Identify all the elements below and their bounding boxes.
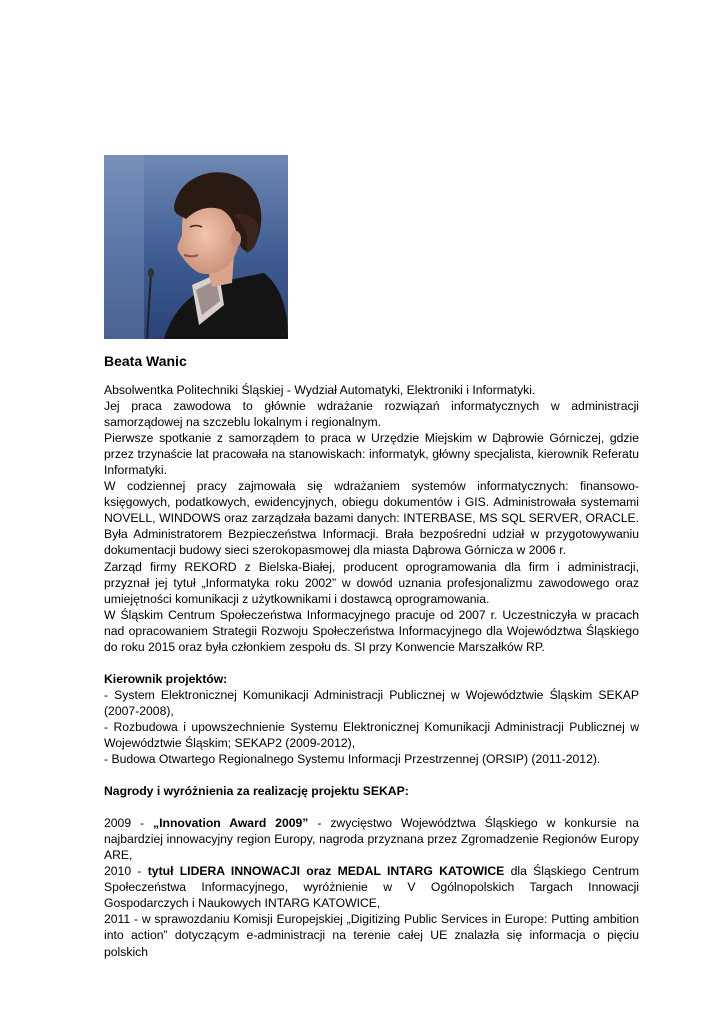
project-item: - Budowa Otwartego Regionalnego Systemu Informacji Przestrzennej (ORSIP) (2011-2012). — [104, 752, 601, 767]
person-name: Beata Wanic — [104, 353, 187, 369]
bio-paragraph: Pierwsze spotkanie z samorządem to praca w Urzędzie Miejskim w Dąbrowie Górniczej, gdzie przez trzynaście lat pracowała na stanowiskach: informatyk, główny specjalista, kierownik Referatu Informatyki. — [104, 431, 639, 478]
awards-heading: Nagrody i wyróżnienia za realizację projektu SEKAP: — [104, 784, 409, 799]
bio-paragraph: Jej praca zawodowa to głównie wdrażanie rozwiązań informatycznych w administracji samorządowej na szczeblu lokalnym i regionalnym. — [104, 399, 639, 430]
bio-paragraph: Absolwentka Politechniki Śląskiej - Wydział Automatyki, Elektroniki i Informatyki. — [104, 383, 536, 397]
award-2010-year: 2010 - — [104, 864, 148, 879]
project-item: - Rozbudowa i upowszechnienie Systemu Elektronicznej Komunikacji Administracji Publicznej w Województwie Śląskim; SEKAP2 (2009-2012), — [104, 719, 639, 750]
award-2011: 2011 - w sprawozdaniu Komisji Europejskiej „Digitizing Public Services in Europe: Putting ambition into action” dotyczącym e-administracji na terenie całej UE znalazła się informacja o pięciu polskich — [104, 912, 639, 959]
award-2010-desc: dla Śląskiego Centrum Społeczeństwa Informacyjnego, wyróżnienie w V Ogólnopolskich Targach Innowacji Gospodarczych i Naukowych INTARG KATOWICE, — [104, 864, 639, 911]
portrait-photo — [104, 155, 288, 339]
award-2009 — [104, 815, 639, 863]
spacer — [104, 767, 639, 783]
spacer — [104, 655, 639, 671]
bio-paragraph: Zarząd firmy REKORD z Bielska-Białej, producent oprogramowania dla firm i administracji, przyznał jej tytuł „Informatyka roku 2002” w dowód uznania profesjonalizmu zawodowego oraz umiejętności komunikacji z użytkownikami i dostawcą oprogramowania. — [104, 559, 639, 606]
spacer — [104, 799, 639, 815]
project-item: - System Elektronicznej Komunikacji Administracji Publicznej w Województwie Śląskim SEKAP (2007-2008), — [104, 687, 639, 718]
projects-heading: Kierownik projektów: — [104, 671, 228, 686]
bio-paragraph: W Śląskim Centrum Społeczeństwa Informacyjnego pracuje od 2007 r. Uczestniczyła w pracach nad opracowaniem Strategii Rozwoju Społeczeństwa Informacyjnego dla Województwa Śląskiego do roku 2015 oraz była członkiem zespołu ds. SI przy Konwencie Marszałków RP. — [104, 607, 639, 654]
award-2010-title: tytuł LIDERA INNOWACJI oraz MEDAL INTARG KATOWICE — [147, 864, 505, 879]
bio-paragraph: W codziennej pracy zajmowała się wdrażaniem systemów informatycznych: finansowo-księgowych, podatkowych, ewidencyjnych, obiegu dokumentów i GIS. Administrowała systemami NOVELL, WINDOWS oraz zarządzała bazami danych: INTERBASE, MS SQL SERVER, ORACLE. Była Administratorem Bezpieczeństwa Informacji. Brała bezpośredni udział w przygotowywaniu dokumentacji budowy sieci szerokopasmowej dla miasta Dąbrowa Górnicza w 2006 r. — [104, 479, 639, 558]
award-2009-title: „Innovation Award 2009” — [153, 816, 309, 831]
award-2009-desc: - zwycięstwo Województwa Śląskiego w konkursie na najbardziej innowacyjny region Europy, nagroda przyznana przez Zgromadzenie Regionów Europy ARE, — [104, 816, 639, 863]
award-2009-year: 2009 - — [104, 816, 154, 831]
bio-text — [104, 382, 639, 960]
award-2010 — [104, 863, 639, 911]
